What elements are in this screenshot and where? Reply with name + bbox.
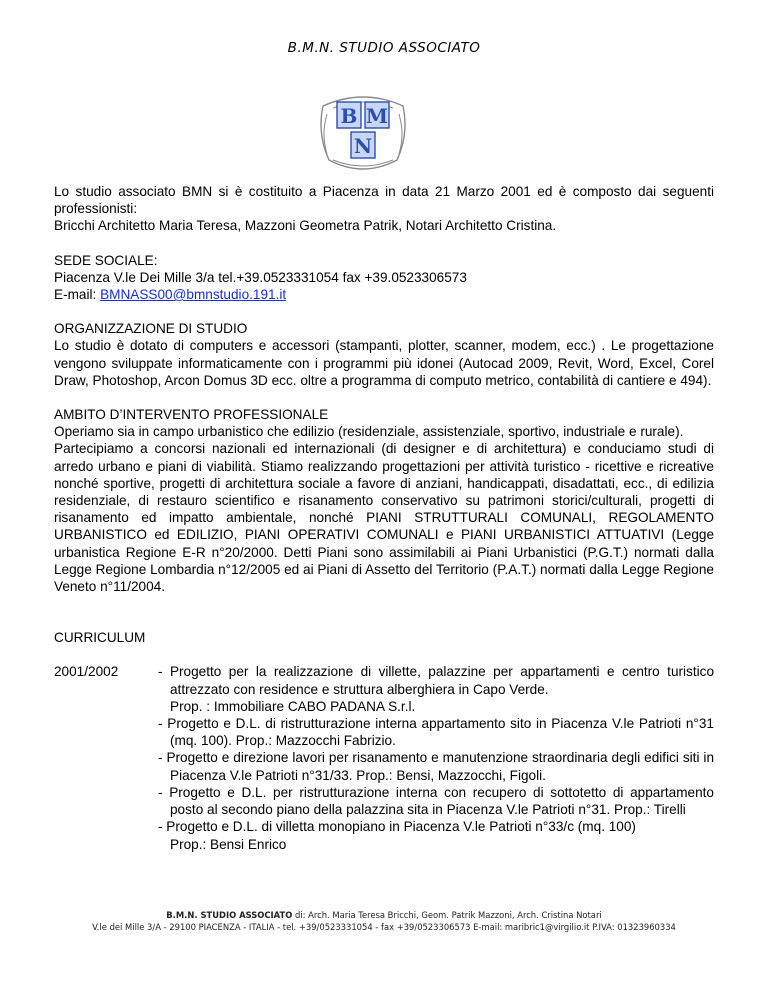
- curriculum-item: [158, 749, 714, 783]
- email-link[interactable]: BMNASS00@bmnstudio.191.it: [100, 287, 287, 303]
- page-header: B.M.N. STUDIO ASSOCIATO: [287, 40, 481, 56]
- footer-members: di: Arch. Maria Teresa Bricchi, Geom. Patrik Mazzoni, Arch. Cristina Notari: [292, 910, 602, 920]
- sede-email-label: E-mail:: [54, 287, 101, 303]
- sede-address: Piacenza V.le Dei Mille 3/a tel.+39.0523331054 fax +39.0523306573: [54, 269, 467, 285]
- intro-line-2: Bricchi Architetto Maria Teresa, Mazzoni Geometra Patrik, Notari Architetto Cristina.: [54, 218, 557, 234]
- organizzazione-heading: ORGANIZZAZIONE DI STUDIO: [54, 321, 248, 337]
- ambito-paragraph-2: Partecipiamo a concorsi nazionali ed internazionali (di designer e di architettura) e conduciamo studi di arredo urbano e piani di viabilità. Stiamo realizzando progettazioni per attività turistico - ricettive e ricreative nonché sportive, progetti di architettura sociale a favore di anziani, handicappati, disadattati, ecc., di edilizia residenziale, di restauro scientifico e risanamento conservativo su patrimoni storici/culturali, progetti di risanamento ed impatto ambientale, nonché PIANI STRUTTURALI COMUNALI, REGOLAMENTO URBANISTICO ed EDILIZIO, PIANI OPERATIVI COMUNALI e PIANI URBANISTICI ATTUATIVI (Legge urbanistica Regione E-R n°20/2000. Detti Piani sono assimilabili ai Piani Urbanistici (P.G.T.) normati dalla Legge Regione Lombardia n°12/2005 ed ai Piani di Assetto del Territorio (P.A.T.) normati dalla Legge Regione Veneto n°11/2004.: [54, 441, 714, 595]
- logo-letter-b: B: [340, 104, 358, 128]
- curriculum-item: [158, 715, 714, 749]
- curriculum-year: 2001/2002: [54, 664, 119, 680]
- curriculum-item: [158, 784, 714, 818]
- curriculum-item: [158, 818, 714, 852]
- bmn-logo: [317, 94, 409, 172]
- footer-studio-name: B.M.N. STUDIO ASSOCIATO: [166, 910, 293, 920]
- logo-letter-m: M: [365, 104, 389, 128]
- curriculum-item-extra: Prop.: Bensi Enrico: [170, 836, 287, 852]
- bmn-logo-graphic: [317, 94, 409, 172]
- sede-heading: SEDE SOCIALE:: [54, 252, 158, 268]
- curriculum-item: [158, 663, 714, 715]
- curriculum-entry: [54, 663, 714, 852]
- curriculum-item-text: - Progetto e D.L. di villetta monopiano in Piacenza V.le Patrioti n°33/c (mq. 100): [158, 819, 636, 835]
- curriculum-item-text: - Progetto e D.L. di ristrutturazione interna appartamento sito in Piacenza V.le Patrioti n°31 (mq. 100). Prop.: Mazzocchi Fabrizio.: [158, 716, 714, 749]
- sede-email-line: [54, 286, 714, 303]
- curriculum-item-extra: Prop. : Immobiliare CABO PADANA S.r.l.: [170, 698, 416, 714]
- curriculum-item-text: - Progetto per la realizzazione di villette, palazzine per appartamenti e centro turistico attrezzato con residence e struttura alberghiera in Capo Verde.: [158, 664, 714, 697]
- curriculum-item-text: - Progetto e direzione lavori per risanamento e manutenzione straordinaria degli edifici siti in Piacenza V.le Patrioti n°31/33. Prop.: Bensi, Mazzocchi, Figoli.: [158, 750, 714, 783]
- curriculum-item-text: - Progetto e D.L. per ristrutturazione interna con recupero di sottotetto di appartamento posto al secondo piano della palazzina sita in Piacenza V.le Patrioti n°31. Prop.: Tirelli: [158, 784, 714, 818]
- intro-line-1: Lo studio associato BMN si è costituito a Piacenza in data 21 Marzo 2001 ed è composto dai seguenti professionisti:: [54, 184, 714, 217]
- organizzazione-text: Lo studio è dotato di computers e accessori (stampanti, plotter, scanner, modem, ecc.) . Le progettazione vengono sviluppate informaticamente con i programmi più idonei (Autocad 2009, Revit, Word, Excel, Corel Draw, Photoshop, Arcon Domus 3D ecc. oltre a programma di computo metrico, contabilità di cantiere e 494).: [54, 338, 714, 388]
- logo-letter-n: N: [353, 134, 373, 158]
- ambito-paragraph-1: Operiamo sia in campo urbanistico che edilizio (residenziale, assistenziale, sportivo, industriale e rurale).: [54, 424, 684, 440]
- footer-contacts: V.le dei Mille 3/A - 29100 PIACENZA - ITALIA - tel. +39/0523331054 - fax +39/0523306573 E-mail: maribric1@virgilio.it P.IVA: 01323960334: [92, 921, 676, 932]
- page-footer: [0, 910, 768, 933]
- document-body: [54, 183, 714, 853]
- ambito-heading: AMBITO D’INTERVENTO PROFESSIONALE: [54, 407, 329, 423]
- footer-line-1: [0, 910, 768, 922]
- curriculum-items: [158, 663, 714, 852]
- curriculum-heading: CURRICULUM: [54, 630, 146, 646]
